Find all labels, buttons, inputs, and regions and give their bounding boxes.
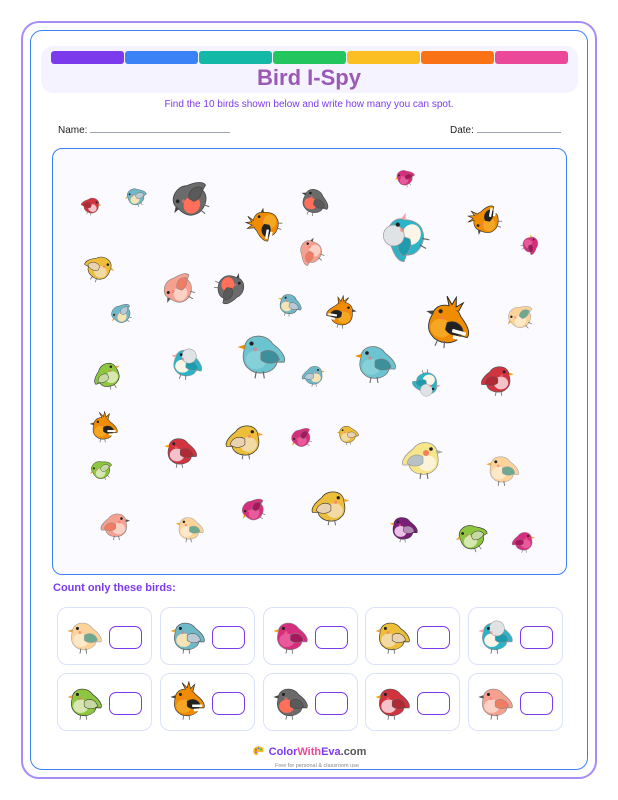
rainbow-segment [199,51,272,64]
magenta-bird-icon [270,615,312,659]
bluebird-bird-icon [102,294,140,332]
cardinal-bird-icon [161,431,201,471]
name-line[interactable] [90,123,230,133]
bluebird-bird-icon [273,287,308,322]
peach-bird-icon [97,507,133,543]
legend-label: Count only these birds: [53,582,176,594]
plum-bird-icon [387,511,421,545]
count-answer-box[interactable] [315,626,348,649]
count-answer-box[interactable] [417,626,450,649]
legend-grid [57,607,563,731]
greenbird-bird-icon [84,352,130,398]
bigblue-bird-icon [233,325,291,383]
count-answer-box[interactable] [212,626,245,649]
greenbird-bird-icon [64,681,106,725]
hoopoe-bird-icon [242,202,288,248]
magenta-bird-icon [509,527,537,555]
hoopoe-bird-icon [167,681,209,725]
robin-bird-icon [293,179,337,223]
puzzle-area [52,148,567,575]
orangechick-bird-icon [64,615,106,659]
name-field[interactable] [58,123,230,138]
footer [0,745,618,770]
palette-icon [252,745,265,758]
count-answer-box[interactable] [109,692,142,715]
hoopoe-bird-icon [320,292,362,334]
name-label: Name: [58,125,88,136]
greenbird-bird-icon [81,449,120,488]
legend-card-peach [468,673,563,731]
yellowchick-bird-icon [221,417,267,463]
lovebird-bird-icon [164,340,210,386]
rainbow-segment [51,51,124,64]
legend-card-hoopoe [160,673,255,731]
legend-card-cardinal [365,673,460,731]
instructions: Find the 10 birds shown below and write how many you can spot. [164,99,454,110]
rainbow-segment [421,51,494,64]
cardinal-bird-icon [76,190,107,221]
lovebird-bird-icon [406,364,445,403]
orangechick-bird-icon [173,511,207,545]
rainbow-segment [125,51,198,64]
rainbow-segment [347,51,420,64]
count-answer-box[interactable] [520,692,553,715]
count-answer-box[interactable] [109,626,142,649]
robin-bird-icon [270,681,312,725]
yellowchick-bird-icon [307,483,353,529]
hoopoe-bird-icon [464,198,508,242]
hoopoe-bird-icon [87,411,121,445]
orangechick-bird-icon [483,449,523,489]
legend-card-magenta [263,607,358,665]
magenta-bird-icon [282,418,320,456]
legend-card-robin [263,673,358,731]
yellowchick-bird-icon [333,419,363,449]
lovebird-bird-icon [475,615,517,659]
peach-bird-icon [151,261,205,315]
count-answer-box[interactable] [212,692,245,715]
robin-bird-icon [156,164,224,232]
date-label: Date: [450,125,474,136]
legend-card-greenbird [57,673,152,731]
peach-bird-icon [287,229,333,275]
rainbow-segment [495,51,568,64]
brand-name: ColorWithEva.com [268,745,367,758]
brand-logo [252,745,367,758]
bluebird-bird-icon [118,178,154,214]
legend-card-yellowchick [365,607,460,665]
greenbird-bird-icon [446,510,498,562]
count-answer-box[interactable] [417,692,450,715]
orangechick-bird-icon [496,292,544,340]
cockatiel-bird-icon [397,433,447,483]
cardinal-bird-icon [372,681,414,725]
yellowchick-bird-icon [74,242,123,291]
count-answer-box[interactable] [520,626,553,649]
cardinal-bird-icon [477,359,517,399]
lovebird-bird-icon [367,201,441,275]
bluebird-bird-icon [299,361,327,389]
bigblue-bird-icon [351,337,401,387]
tagline: Free for personal & classroom use [274,763,360,769]
rainbow-segment [273,51,346,64]
page-title: Bird I-Spy [257,65,361,90]
legend-card-orangechick [57,607,152,665]
bluebird-bird-icon [167,615,209,659]
peach-bird-icon [475,681,517,725]
robin-bird-icon [208,266,254,312]
yellowchick-bird-icon [372,615,414,659]
legend-card-lovebird [468,607,563,665]
date-field[interactable] [450,123,561,138]
hoopoe-bird-icon [412,288,483,359]
magenta-bird-icon [389,161,422,194]
count-answer-box[interactable] [315,692,348,715]
legend-card-bluebird [160,607,255,665]
date-line[interactable] [477,123,561,133]
rainbow-stripe [51,51,568,64]
magenta-bird-icon [231,487,275,531]
magenta-bird-icon [516,230,547,261]
